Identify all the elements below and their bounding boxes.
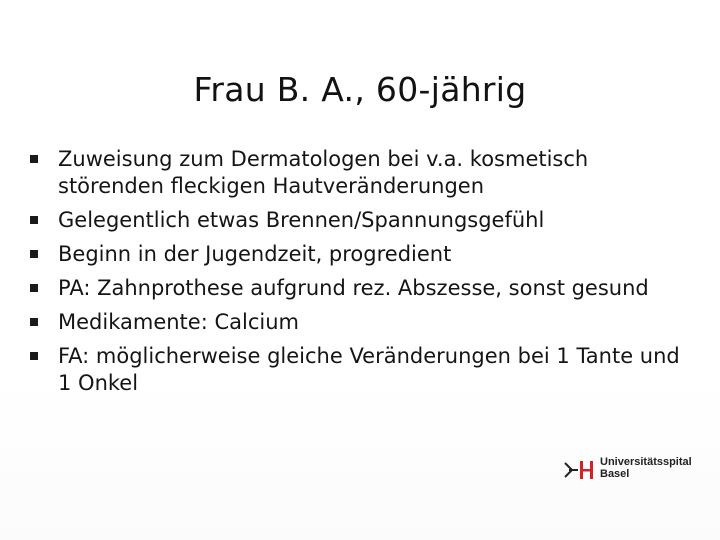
bullet-item bbox=[28, 146, 698, 200]
logo-text bbox=[600, 456, 692, 480]
bullet-list bbox=[28, 146, 698, 404]
bullet-item bbox=[28, 343, 698, 397]
bullet-square-icon bbox=[30, 284, 38, 292]
slide-title: Frau B. A., 60-jährig bbox=[193, 70, 527, 109]
hospital-emblem-icon bbox=[564, 458, 598, 482]
logo-line-2: Basel bbox=[600, 468, 630, 480]
bullet-square-icon bbox=[30, 216, 38, 224]
bullet-item bbox=[28, 309, 698, 336]
bullet-item bbox=[28, 207, 698, 234]
bullet-square-icon bbox=[30, 250, 38, 258]
bullet-square-icon bbox=[30, 155, 38, 163]
bullet-text: Medikamente: Calcium bbox=[58, 310, 299, 334]
bullet-square-icon bbox=[30, 352, 38, 360]
bullet-text: Beginn in der Jugendzeit, progredient bbox=[58, 242, 452, 266]
logo-line-1: Universitätsspital bbox=[600, 456, 692, 468]
bullet-text: Zuweisung zum Dermatologen bei v.a. kosmetisch störenden fleckigen Hautveränderungen bbox=[58, 147, 589, 198]
bullet-item bbox=[28, 241, 698, 268]
bullet-square-icon bbox=[30, 318, 38, 326]
bullet-text: PA: Zahnprothese aufgrund rez. Abszesse, sonst gesund bbox=[58, 276, 649, 300]
bullet-item bbox=[28, 275, 698, 302]
bullet-text: FA: möglicherweise gleiche Veränderungen bei 1 Tante und 1 Onkel bbox=[58, 344, 680, 395]
bullet-text: Gelegentlich etwas Brennen/Spannungsgefühl bbox=[58, 208, 545, 232]
university-hospital-logo bbox=[564, 454, 704, 484]
